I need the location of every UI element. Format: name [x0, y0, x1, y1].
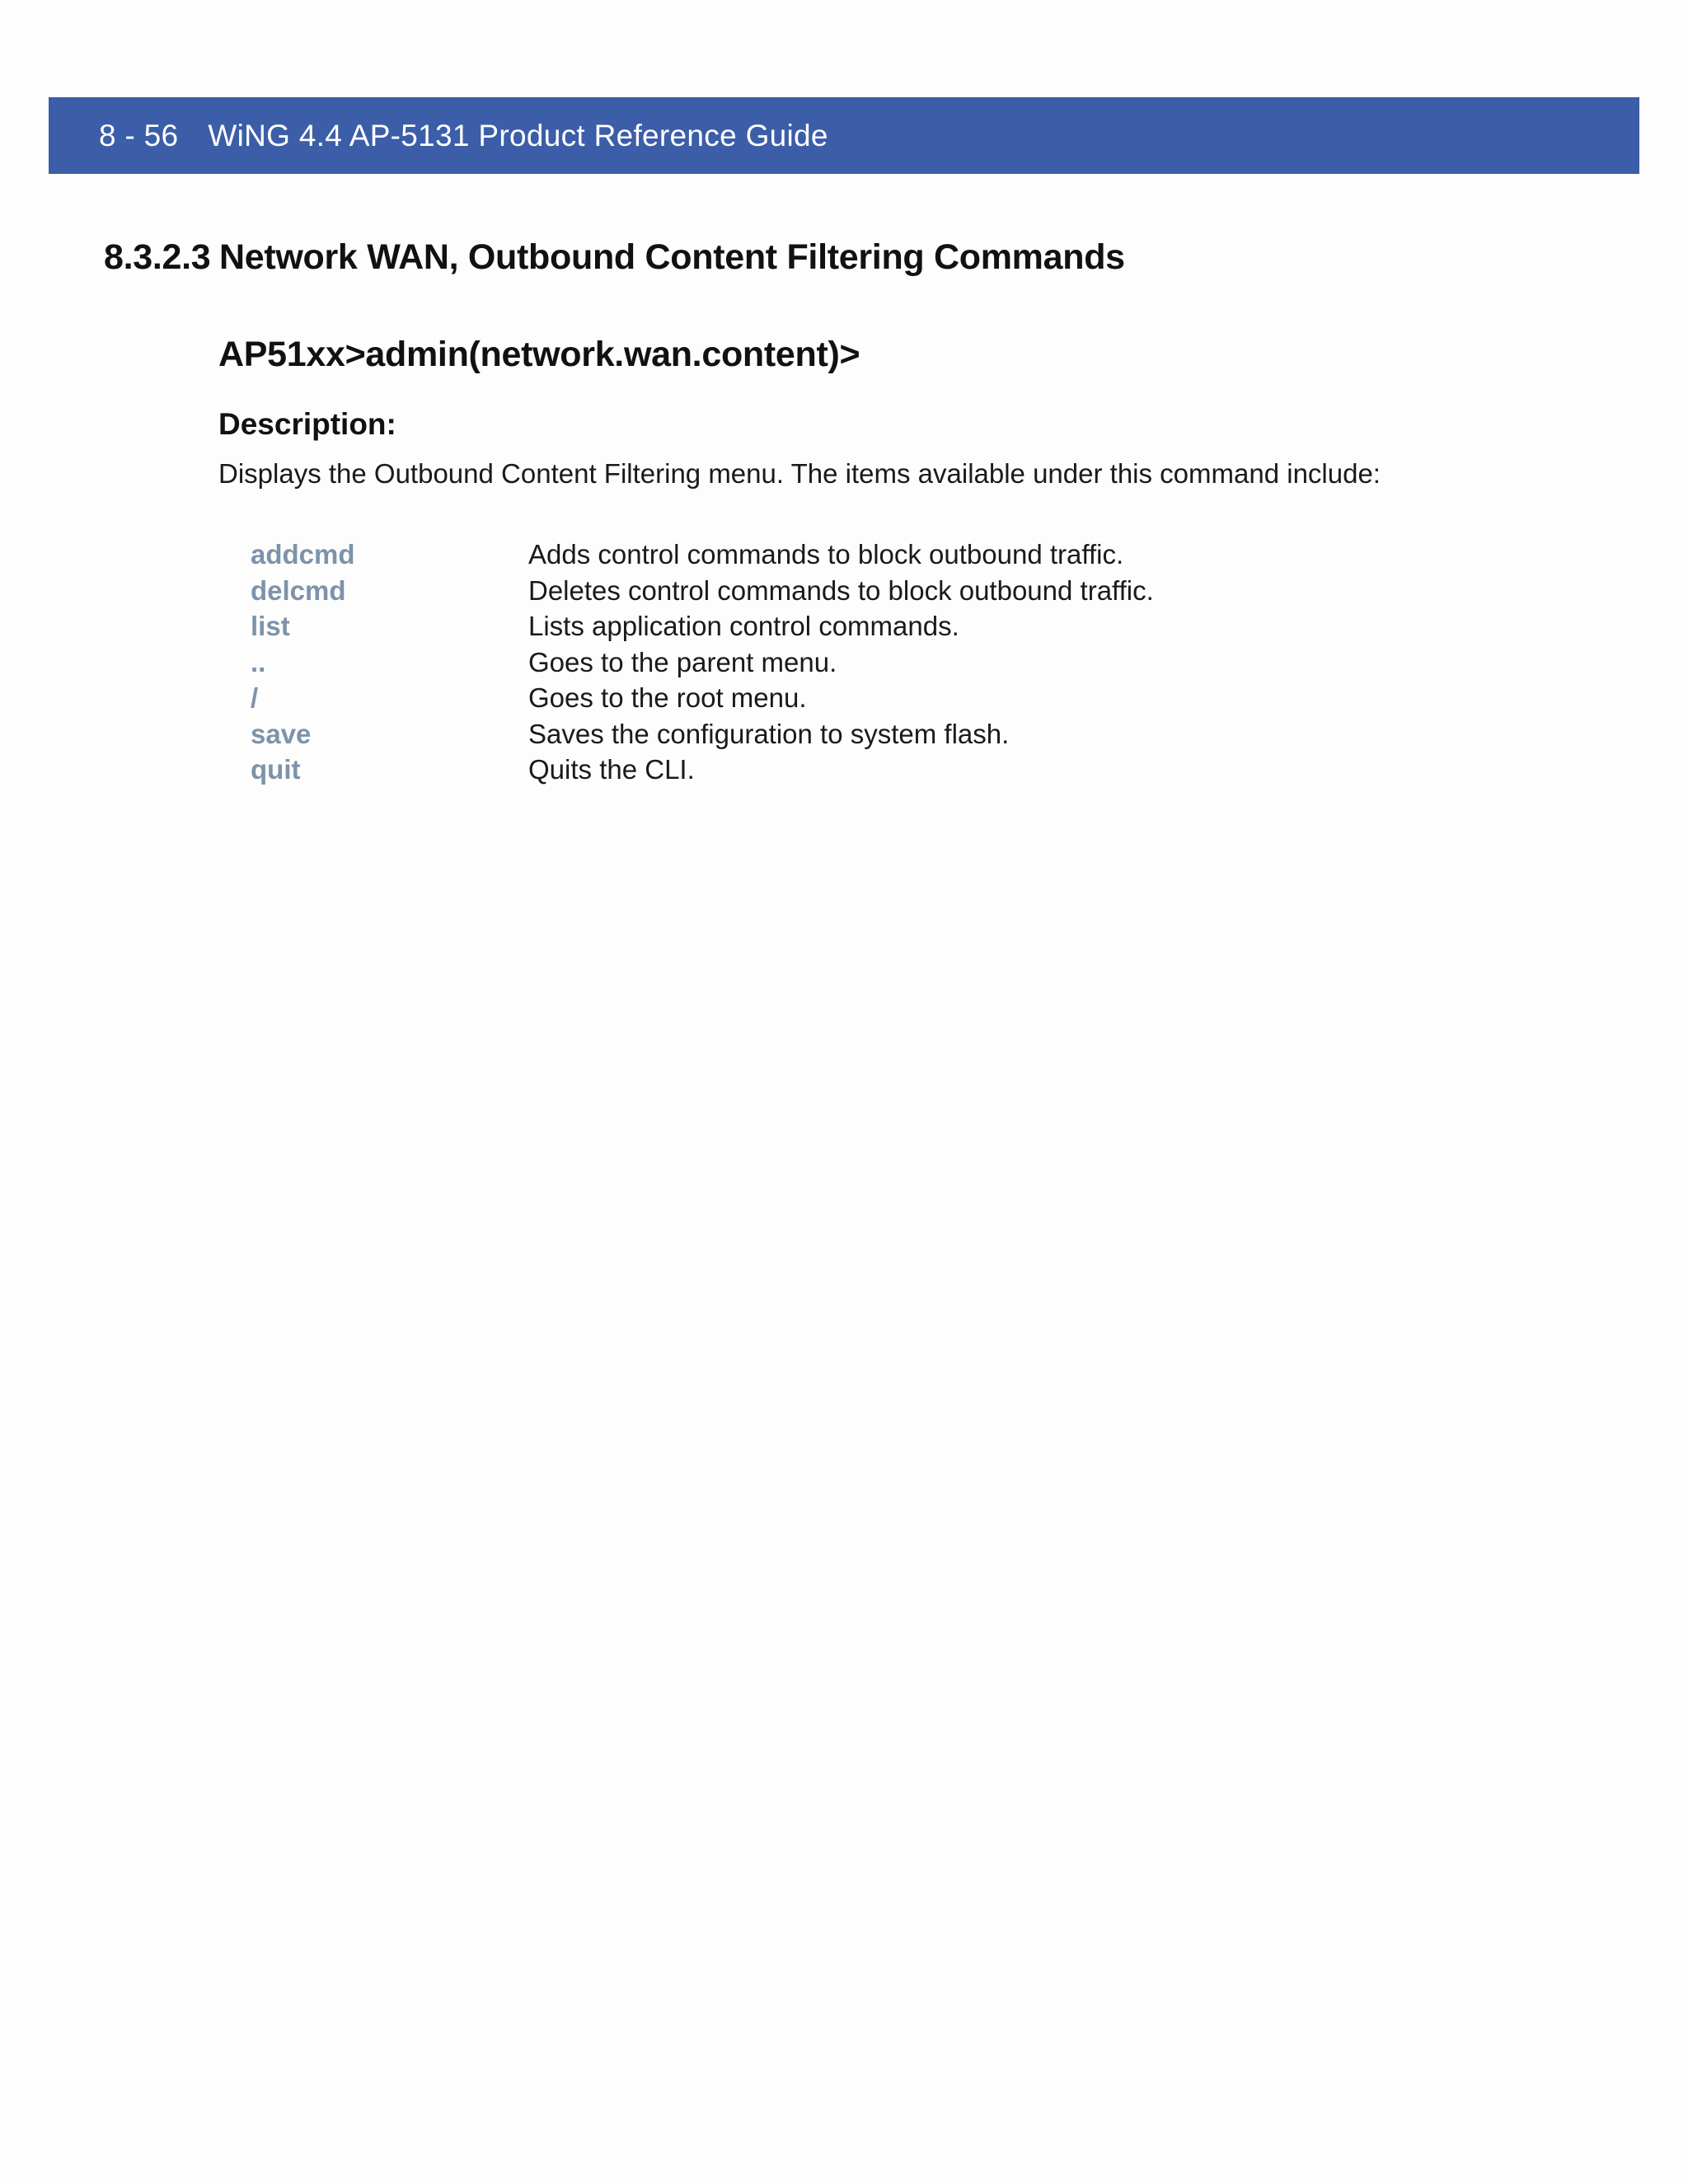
- section-number: 8.3.2.3: [104, 237, 211, 277]
- command-name: ..: [251, 646, 266, 677]
- description-label: Description:: [218, 407, 396, 441]
- command-description: Adds control commands to block outbound traffic.: [528, 539, 1124, 569]
- command-description: Saves the configuration to system flash.: [528, 718, 1010, 749]
- description-text: Displays the Outbound Content Filtering menu. The items available under this command include:: [218, 458, 1381, 489]
- command-name: quit: [251, 754, 301, 785]
- command-name: list: [251, 611, 290, 641]
- command-description: Goes to the parent menu.: [528, 646, 837, 677]
- command-description: Deletes control commands to block outbound traffic.: [528, 574, 1154, 606]
- page-number: 8 - 56: [99, 119, 179, 152]
- command-name: /: [251, 682, 259, 713]
- header-text: [99, 97, 828, 174]
- command-description: Lists application control commands.: [528, 611, 959, 641]
- page-header: [49, 97, 1639, 174]
- command-prompt: AP51xx>admin(network.wan.content)>: [218, 335, 860, 374]
- section-heading: [104, 237, 1125, 278]
- section-title: Network WAN, Outbound Content Filtering Commands: [219, 237, 1125, 277]
- command-name: save: [251, 718, 312, 749]
- command-description: Goes to the root menu.: [528, 682, 807, 713]
- command-name: delcmd: [251, 574, 346, 606]
- command-name: addcmd: [251, 539, 355, 569]
- command-description: Quits the CLI.: [528, 754, 695, 785]
- guide-title: WiNG 4.4 AP-5131 Product Reference Guide: [208, 119, 828, 152]
